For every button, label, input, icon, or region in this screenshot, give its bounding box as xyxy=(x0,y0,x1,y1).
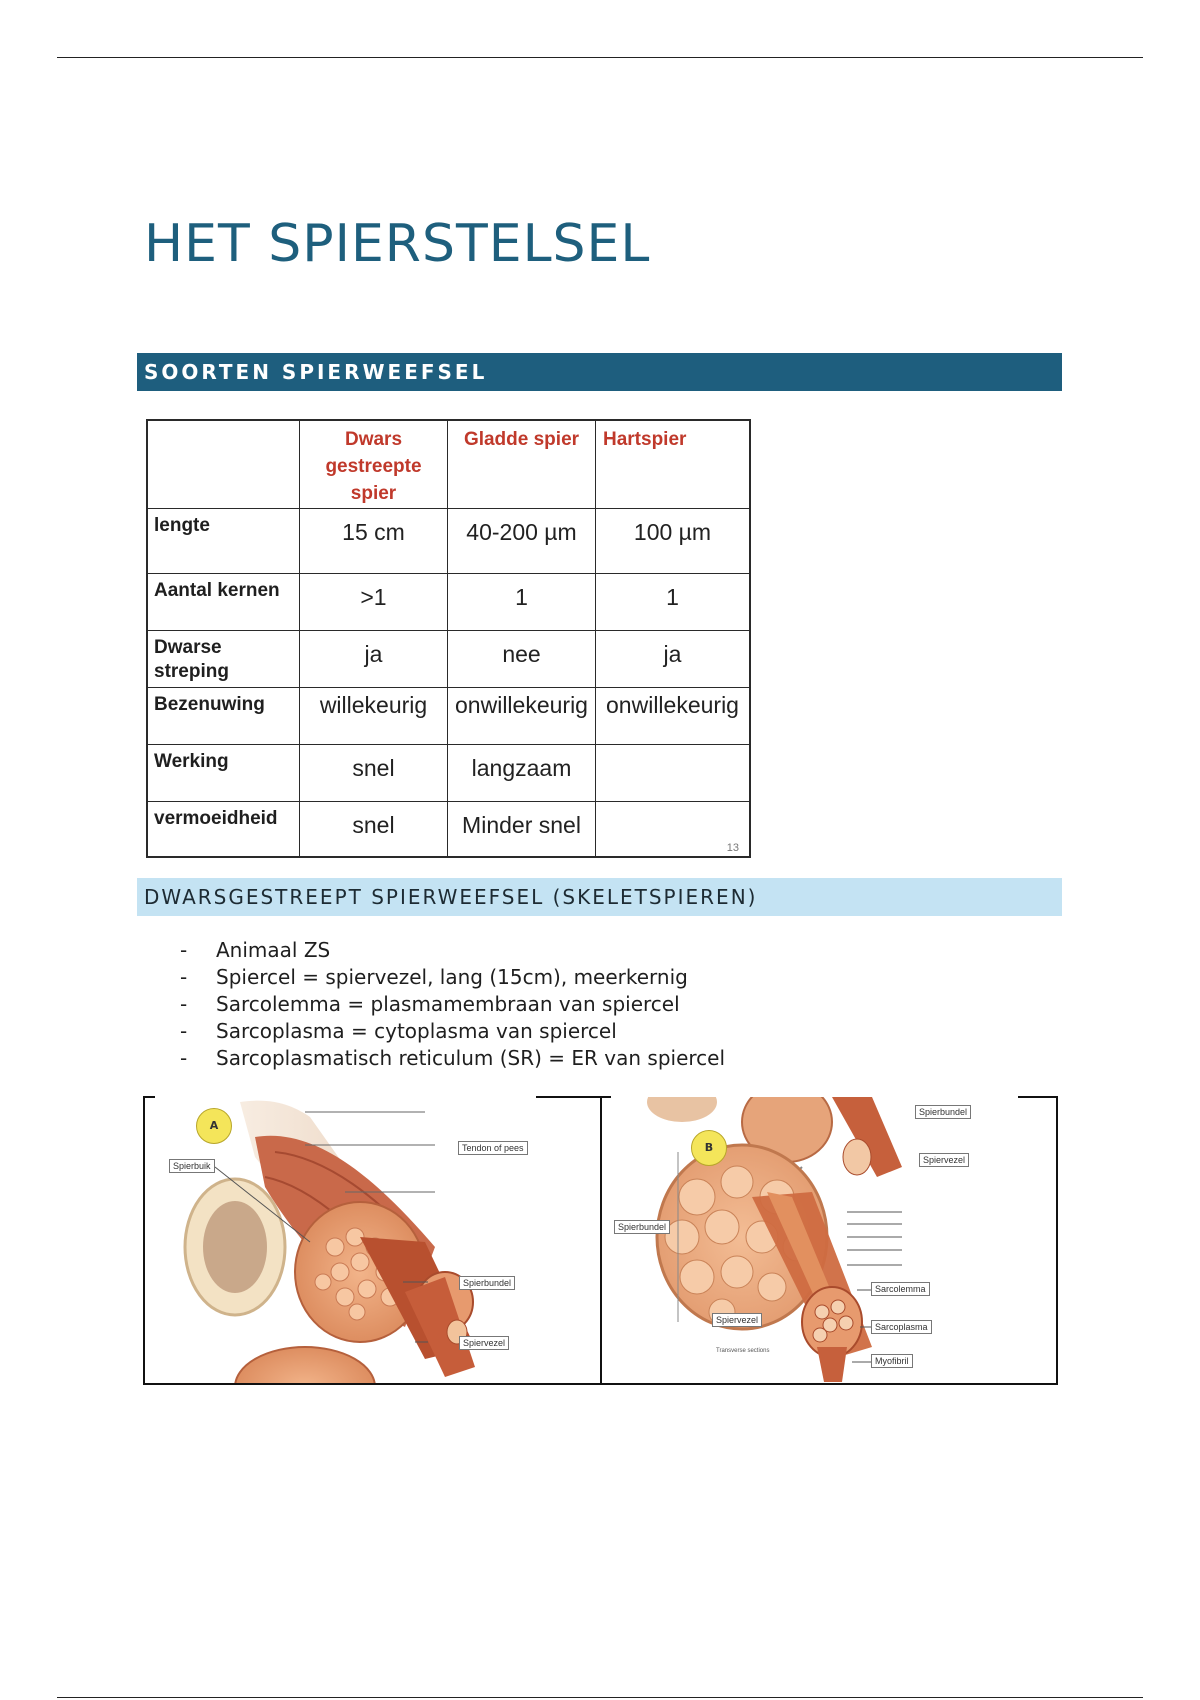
list-item-text: Sarcolemma = plasmamembraan van spiercel xyxy=(216,992,680,1016)
list-item xyxy=(180,1045,725,1072)
table-cell: 40-200 µm xyxy=(448,509,596,574)
section-heading-dwarsgestreept: DWARSGESTREEPT SPIERWEEFSEL (SKELETSPIEREN) xyxy=(137,878,1062,916)
figure-label: Tendon of pees xyxy=(458,1141,528,1155)
muscle-table-wrapper xyxy=(146,419,751,858)
row-label: lengte xyxy=(147,509,300,574)
figure-label: Spierbundel xyxy=(614,1220,670,1234)
panel-a-badge: A xyxy=(196,1108,232,1144)
table-cell: 15 cm xyxy=(300,509,448,574)
bullet-list xyxy=(180,937,725,1072)
figure-label: Spierbundel xyxy=(459,1276,515,1290)
figure-label: Myofibril xyxy=(871,1354,913,1368)
table-row xyxy=(147,688,750,745)
table-cell: 1 xyxy=(596,574,751,631)
figure-label: Sarcoplasma xyxy=(871,1320,932,1334)
table-cell: langzaam xyxy=(448,745,596,802)
table-cell: onwillekeurig xyxy=(596,688,751,745)
figure-label: Spierbuik xyxy=(169,1159,215,1173)
bullet-dash: - xyxy=(180,965,188,989)
slide-page-number: 13 xyxy=(726,841,739,854)
table-cell xyxy=(596,802,751,857)
list-item-text: Sarcoplasmatisch reticulum (SR) = ER van spiercel xyxy=(216,1046,726,1070)
bullet-dash: - xyxy=(180,1046,188,1070)
list-item xyxy=(180,937,725,964)
table-cell: >1 xyxy=(300,574,448,631)
table-cell: Minder snel xyxy=(448,802,596,857)
table-cell: onwillekeurig xyxy=(448,688,596,745)
row-label: Dwarse streping xyxy=(147,631,300,688)
table-cell: 1 xyxy=(448,574,596,631)
page-title: HET SPIERSTELSEL xyxy=(144,214,651,274)
column-header-line: spier xyxy=(350,483,397,504)
top-rule xyxy=(57,57,1143,58)
section-heading-soorten: SOORTEN SPIERWEEFSEL xyxy=(137,353,1062,391)
list-item xyxy=(180,964,725,991)
table-cell xyxy=(596,745,751,802)
figure-caption: Transverse sections xyxy=(716,1348,770,1354)
table-cell: willekeurig xyxy=(300,688,448,745)
figure-label: Spiervezel xyxy=(712,1313,762,1327)
list-item-text: Sarcoplasma = cytoplasma van spiercel xyxy=(216,1019,617,1043)
table-cell: ja xyxy=(596,631,751,688)
muscle-anatomy-figure xyxy=(143,1096,1058,1386)
table-cell: snel xyxy=(300,802,448,857)
row-label: Bezenuwing xyxy=(147,688,300,745)
muscle-comparison-table xyxy=(146,419,751,858)
row-label: vermoeidheid xyxy=(147,802,300,857)
figure-label: Spiervezel xyxy=(919,1153,969,1167)
table-cell: ja xyxy=(300,631,448,688)
column-header-line: Dwars xyxy=(344,429,403,450)
column-header-hartspier: Hartspier xyxy=(596,420,751,509)
list-item xyxy=(180,1018,725,1045)
figure-label: Spiervezel xyxy=(459,1336,509,1350)
table-header-row xyxy=(147,420,750,509)
list-item xyxy=(180,991,725,1018)
panel-b-badge: B xyxy=(691,1130,727,1166)
table-row xyxy=(147,574,750,631)
column-header-line: gestreepte xyxy=(325,456,422,477)
table-cell: snel xyxy=(300,745,448,802)
column-header-gladde-spier: Gladde spier xyxy=(448,420,596,509)
bullet-dash: - xyxy=(180,938,188,962)
list-item-text: Spiercel = spiervezel, lang (15cm), meerkernig xyxy=(216,965,688,989)
table-corner-cell xyxy=(147,420,300,509)
row-label: Aantal kernen xyxy=(147,574,300,631)
figure-label: Sarcolemma xyxy=(871,1282,930,1296)
row-label: Werking xyxy=(147,745,300,802)
bottom-rule xyxy=(57,1697,1143,1698)
table-row xyxy=(147,631,750,688)
panel-b-illustration xyxy=(602,1097,1057,1383)
table-row xyxy=(147,802,750,857)
table-row xyxy=(147,745,750,802)
figure-label: Spierbundel xyxy=(915,1105,971,1119)
bullet-dash: - xyxy=(180,1019,188,1043)
column-header-dwarsgestreept xyxy=(300,420,448,509)
table-cell: nee xyxy=(448,631,596,688)
bullet-dash: - xyxy=(180,992,188,1016)
table-row xyxy=(147,509,750,574)
list-item-text: Animaal ZS xyxy=(216,938,331,962)
table-cell: 100 µm xyxy=(596,509,751,574)
